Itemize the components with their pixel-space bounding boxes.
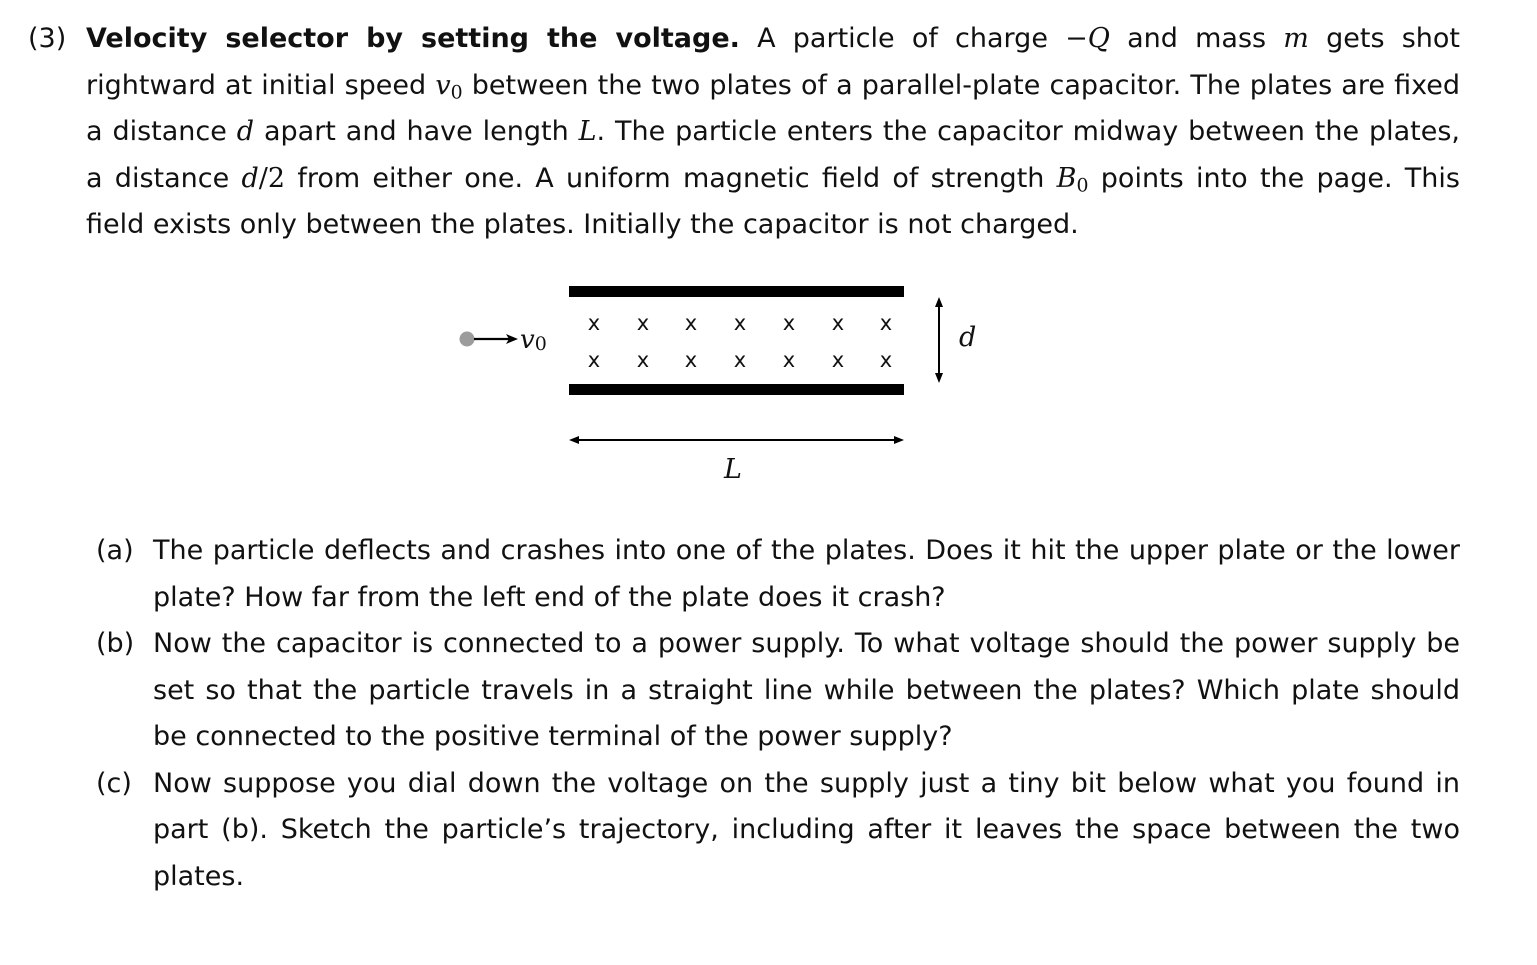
problem-text-4: between the two plates of a parallel-plate capacitor. The plates are fixed a distance bbox=[86, 69, 1460, 147]
field-marker: x bbox=[782, 348, 796, 372]
length-arrow-head-left bbox=[569, 436, 579, 444]
field-marker: x bbox=[733, 311, 747, 335]
field-marker: x bbox=[879, 348, 893, 372]
half-distance-fraction: /2 bbox=[258, 162, 286, 194]
separation-arrow-head-bottom bbox=[935, 373, 943, 383]
field-marker: x bbox=[831, 348, 845, 372]
mass-symbol: m bbox=[1283, 23, 1309, 54]
part-text: The particle deflects and crashes into one of the plates. Does it hit the upper plate or the lower plate? How far from the left end of the plate does it crash? bbox=[153, 535, 1460, 613]
field-marker: x bbox=[636, 348, 650, 372]
part-label: (c) bbox=[96, 767, 132, 799]
field-symbol-letter: B bbox=[1056, 162, 1077, 194]
parts-list bbox=[96, 528, 1460, 900]
part-label: (a) bbox=[96, 535, 134, 566]
problem-text-1: A particle of charge bbox=[757, 23, 1066, 54]
speed-subscript: 0 bbox=[450, 81, 463, 104]
capacitor-diagram bbox=[440, 275, 1000, 495]
field-marker: x bbox=[684, 311, 698, 335]
separation-label: d bbox=[959, 322, 977, 353]
part-b bbox=[96, 621, 1460, 761]
field-marker: x bbox=[733, 348, 747, 372]
charge-symbol: −Q bbox=[1065, 23, 1110, 54]
field-markers bbox=[588, 311, 892, 372]
length-arrow-head-right bbox=[894, 436, 904, 444]
upper-plate bbox=[569, 286, 904, 297]
problem-text-6: . The particle enters the capacitor midway between the plates, a distance bbox=[86, 116, 1460, 194]
half-distance-symbol: d bbox=[241, 162, 259, 194]
field-marker: x bbox=[831, 311, 845, 335]
velocity-label-letter: v bbox=[520, 325, 535, 355]
problem-number: (3) bbox=[28, 23, 67, 54]
problem-title: Velocity selector by setting the voltage. bbox=[86, 23, 740, 54]
speed-symbol bbox=[435, 69, 463, 104]
problem-text-5: apart and have length bbox=[254, 116, 579, 147]
problem-text-2: and mass bbox=[1109, 23, 1284, 54]
problem-text-8: points into the page. This field exists only between the plates. Initially the capacitor is not charged. bbox=[86, 162, 1460, 240]
part-a bbox=[96, 528, 1460, 621]
particle-dot bbox=[460, 332, 475, 347]
field-marker: x bbox=[587, 348, 601, 372]
problem-header bbox=[28, 16, 1460, 249]
lower-plate bbox=[569, 384, 904, 395]
part-c bbox=[96, 761, 1460, 901]
velocity-label-subscript: 0 bbox=[534, 333, 547, 355]
field-marker: x bbox=[636, 311, 650, 335]
separation-arrow-head-top bbox=[935, 297, 943, 307]
part-text: Now the capacitor is connected to a power supply. To what voltage should the power supply be set so that the particle travels in a straight line while between the plates? Which plate should be connected to the positive terminal of the power supply? bbox=[153, 628, 1460, 752]
problem-text-3: gets shot rightward at initial speed bbox=[86, 23, 1460, 101]
length-symbol: L bbox=[578, 116, 597, 147]
field-marker: x bbox=[684, 348, 698, 372]
velocity-label bbox=[520, 325, 547, 355]
problem-text-7: from either one. A uniform magnetic field of strength bbox=[285, 162, 1057, 194]
field-marker: x bbox=[782, 311, 796, 335]
field-marker: x bbox=[587, 311, 601, 335]
problem-body bbox=[86, 16, 1460, 249]
field-symbol bbox=[1056, 162, 1089, 197]
field-subscript: 0 bbox=[1076, 174, 1089, 197]
speed-symbol-letter: v bbox=[435, 69, 451, 101]
part-text: Now suppose you dial down the voltage on the supply just a tiny bit below what you found in part (b). Sketch the particle’s trajectory, including after it leaves the space between the two plates. bbox=[153, 767, 1460, 892]
field-marker: x bbox=[879, 311, 893, 335]
length-label: L bbox=[724, 454, 742, 485]
problem-statement bbox=[28, 16, 1460, 249]
distance-symbol: d bbox=[236, 116, 255, 147]
part-label: (b) bbox=[96, 628, 135, 659]
